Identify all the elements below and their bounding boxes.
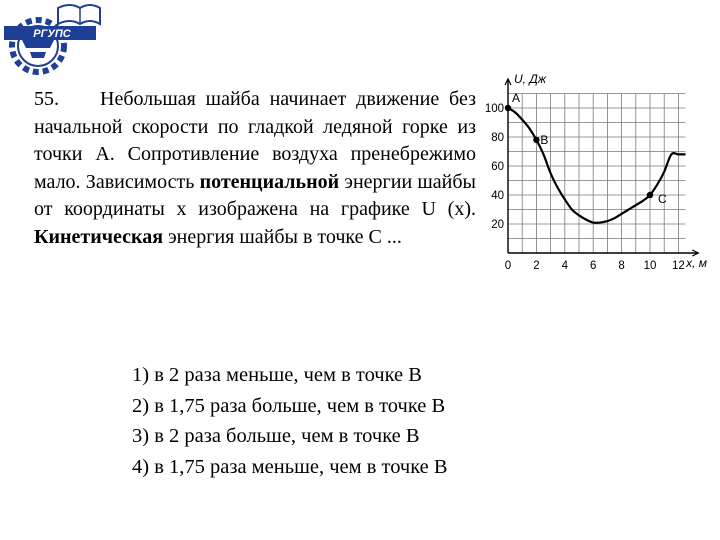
x-tick-label: 6 — [589, 260, 597, 272]
point-a-label: A — [512, 91, 521, 105]
x-tick-label: 8 — [618, 260, 625, 272]
y-tick-label: 100 — [484, 103, 504, 115]
answer-option-3: 3) в 2 раза больше, чем в точке В — [132, 425, 420, 447]
answer-option-2: 2) в 1,75 раза больше, чем в точке В — [132, 394, 446, 417]
problem-number: 55. — [34, 88, 59, 110]
y-tick-label: 40 — [491, 190, 504, 202]
point-b-label: B — [540, 132, 549, 147]
problem-bold-kinetic: Кинетическая — [34, 225, 164, 248]
x-axis-label: x, м — [686, 256, 707, 270]
problem-text-after: энергия шайбы в точке С ... — [163, 225, 402, 248]
problem-text-before: Небольшая шайба начинает движение без начальной скорости по гладкой ледяной горке из точки А. Сопротивление воздуха пренебрежимо мало. Зависимость — [34, 88, 476, 193]
problem-bold-potential: потенциальной — [199, 170, 340, 193]
answer-option-4: 4) в 1,75 раза меньше, чем в точке В — [132, 455, 448, 478]
answer-option-1: 1) в 2 раза меньше, чем в точке В — [132, 364, 422, 386]
x-tick-label: 2 — [533, 260, 540, 272]
problem-text — [34, 86, 476, 252]
potential-energy-chart — [478, 72, 718, 278]
x-tick-label: 10 — [643, 260, 657, 272]
point-c-marker — [647, 192, 653, 198]
x-tick-label: 0 — [504, 260, 512, 272]
logo-book-icon — [58, 5, 100, 24]
logo-text: РГУПС — [33, 28, 71, 40]
y-tick-label: 20 — [491, 219, 504, 231]
point-c-label: C — [658, 192, 667, 206]
y-tick-label: 80 — [491, 132, 504, 144]
answer-options — [132, 360, 448, 482]
x-tick-label: 12 — [672, 260, 685, 272]
y-tick-label: 60 — [491, 161, 504, 173]
problem-text-middle: энергии шайбы от координаты х изображена на графике U (х). — [34, 170, 476, 221]
university-logo — [0, 0, 100, 82]
x-tick-label: 4 — [561, 260, 569, 272]
point-b-marker — [533, 137, 539, 143]
point-a-marker — [505, 105, 511, 111]
y-axis-label: U, Дж — [514, 72, 547, 86]
